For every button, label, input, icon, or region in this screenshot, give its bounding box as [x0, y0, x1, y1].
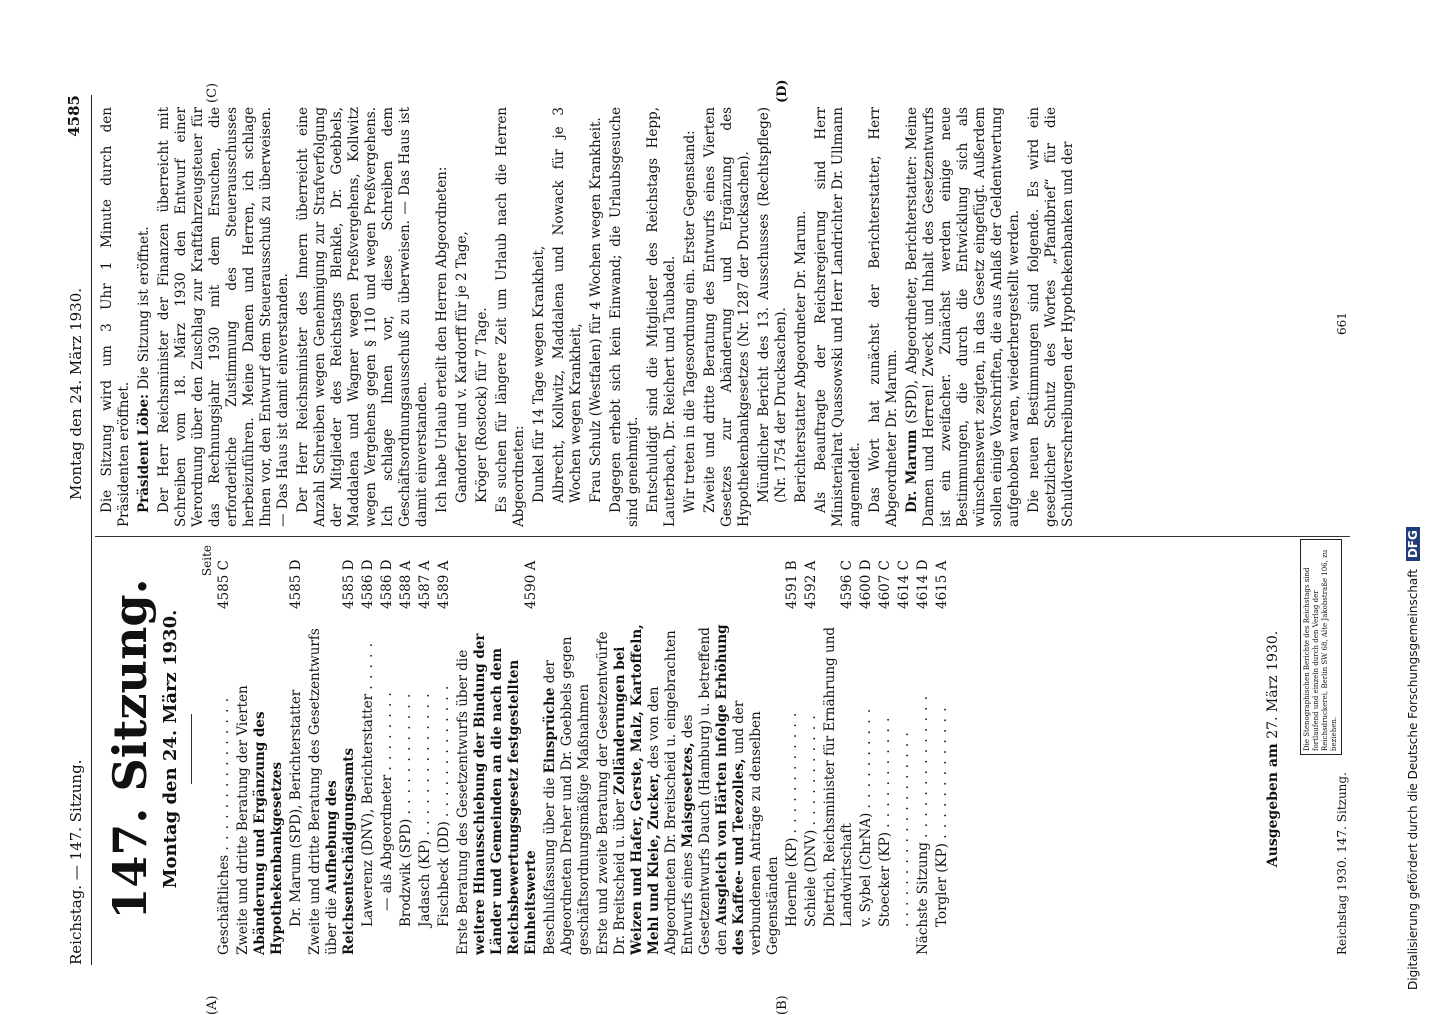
- seite-label: Seite: [199, 545, 214, 577]
- paragraph: Der Herr Reichsminister des Innern überreicht eine Anzahl Schreiben wegen Genehmigung zur Strafverfolgung der Mitglieder des Reichstags Blenkle, Dr. Goebbels, Maddalena und Wagner wegen Preßvergehens, Kollwitz wegen Vergehens gegen § 110 und wegen Preßvergehens. Ich schlage Ihnen vor, diese Schreiben dem Geschäftsordnungsausschuß zu überweisen. — Das Haus ist damit einverstanden.: [295, 107, 430, 527]
- toc-entry: Brodzwik (SPD) . . . . . . . . . . . . 4588 A: [397, 560, 414, 927]
- toc-entry: Fischbeck (DD) . . . . . . . . . . . . . 4589 A: [435, 560, 452, 927]
- paragraph: Es suchen für längere Zeit um Urlaub nach die Herren Abgeordneten:: [494, 107, 527, 527]
- issued-line: Ausgegeben am 27. März 1930.: [1265, 630, 1281, 868]
- title-rule: [191, 714, 192, 784]
- toc-entry: . . . . . . . . . . . . . . . . . . . 4614 C: [895, 560, 912, 927]
- toc-entry: Stoecker (KP) . . . . . . . . . . . 4607 C: [876, 560, 893, 927]
- page-number: 4585: [65, 95, 83, 137]
- footer-signature-number: 661: [1335, 312, 1349, 335]
- column-divider: [95, 536, 1350, 537]
- paragraph: Kröger (Rostock) für 7 Tage.: [474, 307, 490, 503]
- margin-letter-a: (A): [205, 995, 220, 1015]
- digitization-caption: [1406, 527, 1420, 990]
- paragraph: Ich habe Urlaub erteilt den Herren Abgeordneten:: [434, 166, 450, 513]
- toc-entry: v. Sybel (ChrNA) . . . . . . . . . . 4600 D: [857, 559, 874, 927]
- table-of-contents: [99, 543, 953, 955]
- toc-entry: Torgler (KP) . . . . . . . . . . . . . 4615 A: [933, 560, 950, 927]
- paragraph: Die Sitzung wird um 3 Uhr 1 Minute durch den Präsidenten eröffnet.: [99, 107, 132, 527]
- running-head-center: Montag den 24. März 1930.: [67, 287, 85, 500]
- document-page: [55, 79, 1400, 1015]
- toc-entry: — als Abgeordneter . . . . . . . . 4586 D: [378, 559, 395, 911]
- paragraph: Der Herr Reichsminister der Finanzen überreicht mit Schreiben vom 18. März 1930 den Entwurf einer Verordnung über den Zuschlag zur Kraftfahrzeugsteuer für das Rechnungsjahr 1930 mit dem Ersuchen, die erforderliche Zustimmung des Steuerausschusses herbeizuführen. Meine Damen und Herren, ich schlage Ihnen vor, den Entwurf dem Steuerausschuß zu überweisen. — Das Haus ist damit einverstanden.: [156, 107, 291, 527]
- running-head-left: Reichstag. — 147. Sitzung.: [67, 759, 85, 965]
- toc-entry: Schiele (DNV) . . . . . . . . . . . 4592 A: [802, 560, 819, 927]
- paragraph: Als Beauftragte der Reichsregierung sind Herr Ministerialrat Quassowski und Herr Landrichter Dr. Ullmann angemeldet.: [813, 107, 863, 527]
- margin-letter-d: (D): [775, 79, 790, 103]
- session-title: 147. Sitzung.: [103, 578, 157, 920]
- toc-entry: Lawerenz (DNV), Berichterstatter . . . . . 4586 D: [359, 559, 376, 927]
- paragraph: Entschuldigt sind die Mitglieder des Reichstags Hepp, Lauterbach, Dr. Reichert und Taubadel.: [645, 107, 678, 527]
- toc-entry: Beschlußfassung über die Einsprüche der Abgeordneten Dreher und Dr. Goebbels gegen geschäftsordnungsmäßige Maßnahmen: [541, 636, 592, 955]
- toc-entry: Geschäftliches . . . . . . . . . . . . . . . 4585 C: [215, 560, 232, 955]
- paragraph: Das Wort hat zunächst der Berichterstatter, Herr Abgeordneter Dr. Marum.: [867, 107, 900, 527]
- paragraph: Berichterstatter Abgeordneter Dr. Marum.: [793, 210, 809, 503]
- toc-entry: Hoernle (KP) . . . . . . . . . . . . 4591 B: [783, 560, 800, 927]
- margin-letter-c: (C): [205, 82, 220, 103]
- proceedings-text: [99, 107, 1080, 527]
- paragraph: Mündlicher Bericht des 13. Ausschusses (Rechtspflege) (Nr. 1754 der Drucksachen).: [756, 107, 789, 503]
- paragraph: Gandorfer und v. Kardorff für je 2 Tage,: [454, 231, 470, 503]
- toc-entry: Erste und zweite Beratung der Gesetzentwürfe Dr. Breitscheid u. über Zolländerungen bei Weizen und Hafer, Gerste, Malz, Kartoffeln, Mehl und Kleie, Zucker, des von den Abgeordneten Dr. Breitscheid u. eingebrachten Entwurfs eines Maisgesetzes, des Gesetzentwurfs Dauch (Hamburg) u. betreffend den Ausgleich von Härten infolge Erhöhung des Kaffee- und Teezolles, und der verbundenen Anträge zu denselben Gegenständen: [594, 624, 781, 955]
- footer-left: Reichstag 1930. 147. Sitzung.: [1335, 772, 1349, 955]
- paragraph: Dr. Marum (SPD), Abgeordneter, Berichterstatter: Meine Damen und Herren! Zweck und Inhalt des Gesetzentwurfs ist ein zweifacher. Zunächst werden einige neue Bestimmungen, die durch die Entwicklung sich als wünschenswert zeigten, in das Gesetz eingefügt. Außerdem sollen einige Vorschriften, die aus Anlaß der Geldentwertung aufgehoben waren, wiederhergestellt werden.: [904, 107, 1022, 527]
- dfg-logo: DFG: [1406, 527, 1420, 561]
- paragraph: Frau Schulz (Westfalen) für 4 Wochen wegen Krankheit.: [588, 117, 604, 503]
- paragraph: Zweite und dritte Beratung des Entwurfs eines Vierten Gesetzes zur Abänderung und Ergänzung des Hypothekenbankgesetzes (Nr. 1287 der Drucksachen).: [702, 107, 752, 527]
- paragraph: Dunkel für 14 Tage wegen Krankheit,: [531, 245, 547, 503]
- paragraph: Wir treten in die Tagesordnung ein. Erster Gegenstand:: [682, 130, 698, 513]
- toc-entry: Zweite und dritte Beratung der Vierten Abänderung und Ergänzung des Hypothekenbankgesetzes Dr. Marum (SPD), Berichterstatter 4585 D: [234, 559, 304, 955]
- running-head: [61, 95, 89, 965]
- toc-entry: Dietrich, Reichsminister für Ernährung und Landwirtschaft 4596 C: [821, 560, 855, 927]
- toc-entry: Zweite und dritte Beratung des Gesetzentwurfs über die Aufhebung des Reichsentschädigungsamts 4585 D: [306, 559, 357, 955]
- margin-letter-b: (B): [775, 995, 790, 1015]
- publisher-stamp: Die Stenographischen Berichte des Reichstags sind fortlaufend und einzeln durch den Verlag der Reichsdruckerei, Berlin SW 68, Alte Jakobstraße 106, zu beziehen.: [1300, 539, 1342, 755]
- toc-entry: Erste Beratung des Gesetzentwurfs über die weitere Hinausschiebung der Bindung der Länder und Gemeinden an die nach dem Reichsbewertungsgesetz festgestellten Einheitswerte 4590 A: [454, 560, 539, 955]
- toc-entry: Nächste Sitzung . . . . . . . . . . . . . . 4614 D: [914, 559, 931, 955]
- paragraph: Die neuen Bestimmungen sind folgende. Es wird ein gesetzlicher Schutz des Wortes „Pfandbrief“ für die Schuldverschreibungen der Hypothekenbanken und der: [1026, 107, 1076, 527]
- paragraph: Albrecht, Kollwitz, Maddalena und Nowack für je 3 Wochen wegen Krankheit,: [551, 107, 584, 503]
- header-rule: [91, 95, 92, 965]
- paragraph: Dagegen erhebt sich kein Einwand; die Urlaubsgesuche sind genehmigt.: [608, 107, 641, 527]
- caption-text: Digitalisierung gefördert durch die Deutsche Forschungsgemeinschaft: [1406, 568, 1420, 990]
- session-date: Montag den 24. März 1930.: [159, 609, 181, 889]
- toc-entry: Jadasch (KP) . . . . . . . . . . . . . . 4587 A: [416, 560, 433, 927]
- paragraph: Präsident Löbe: Die Sitzung ist eröffnet.: [136, 226, 152, 513]
